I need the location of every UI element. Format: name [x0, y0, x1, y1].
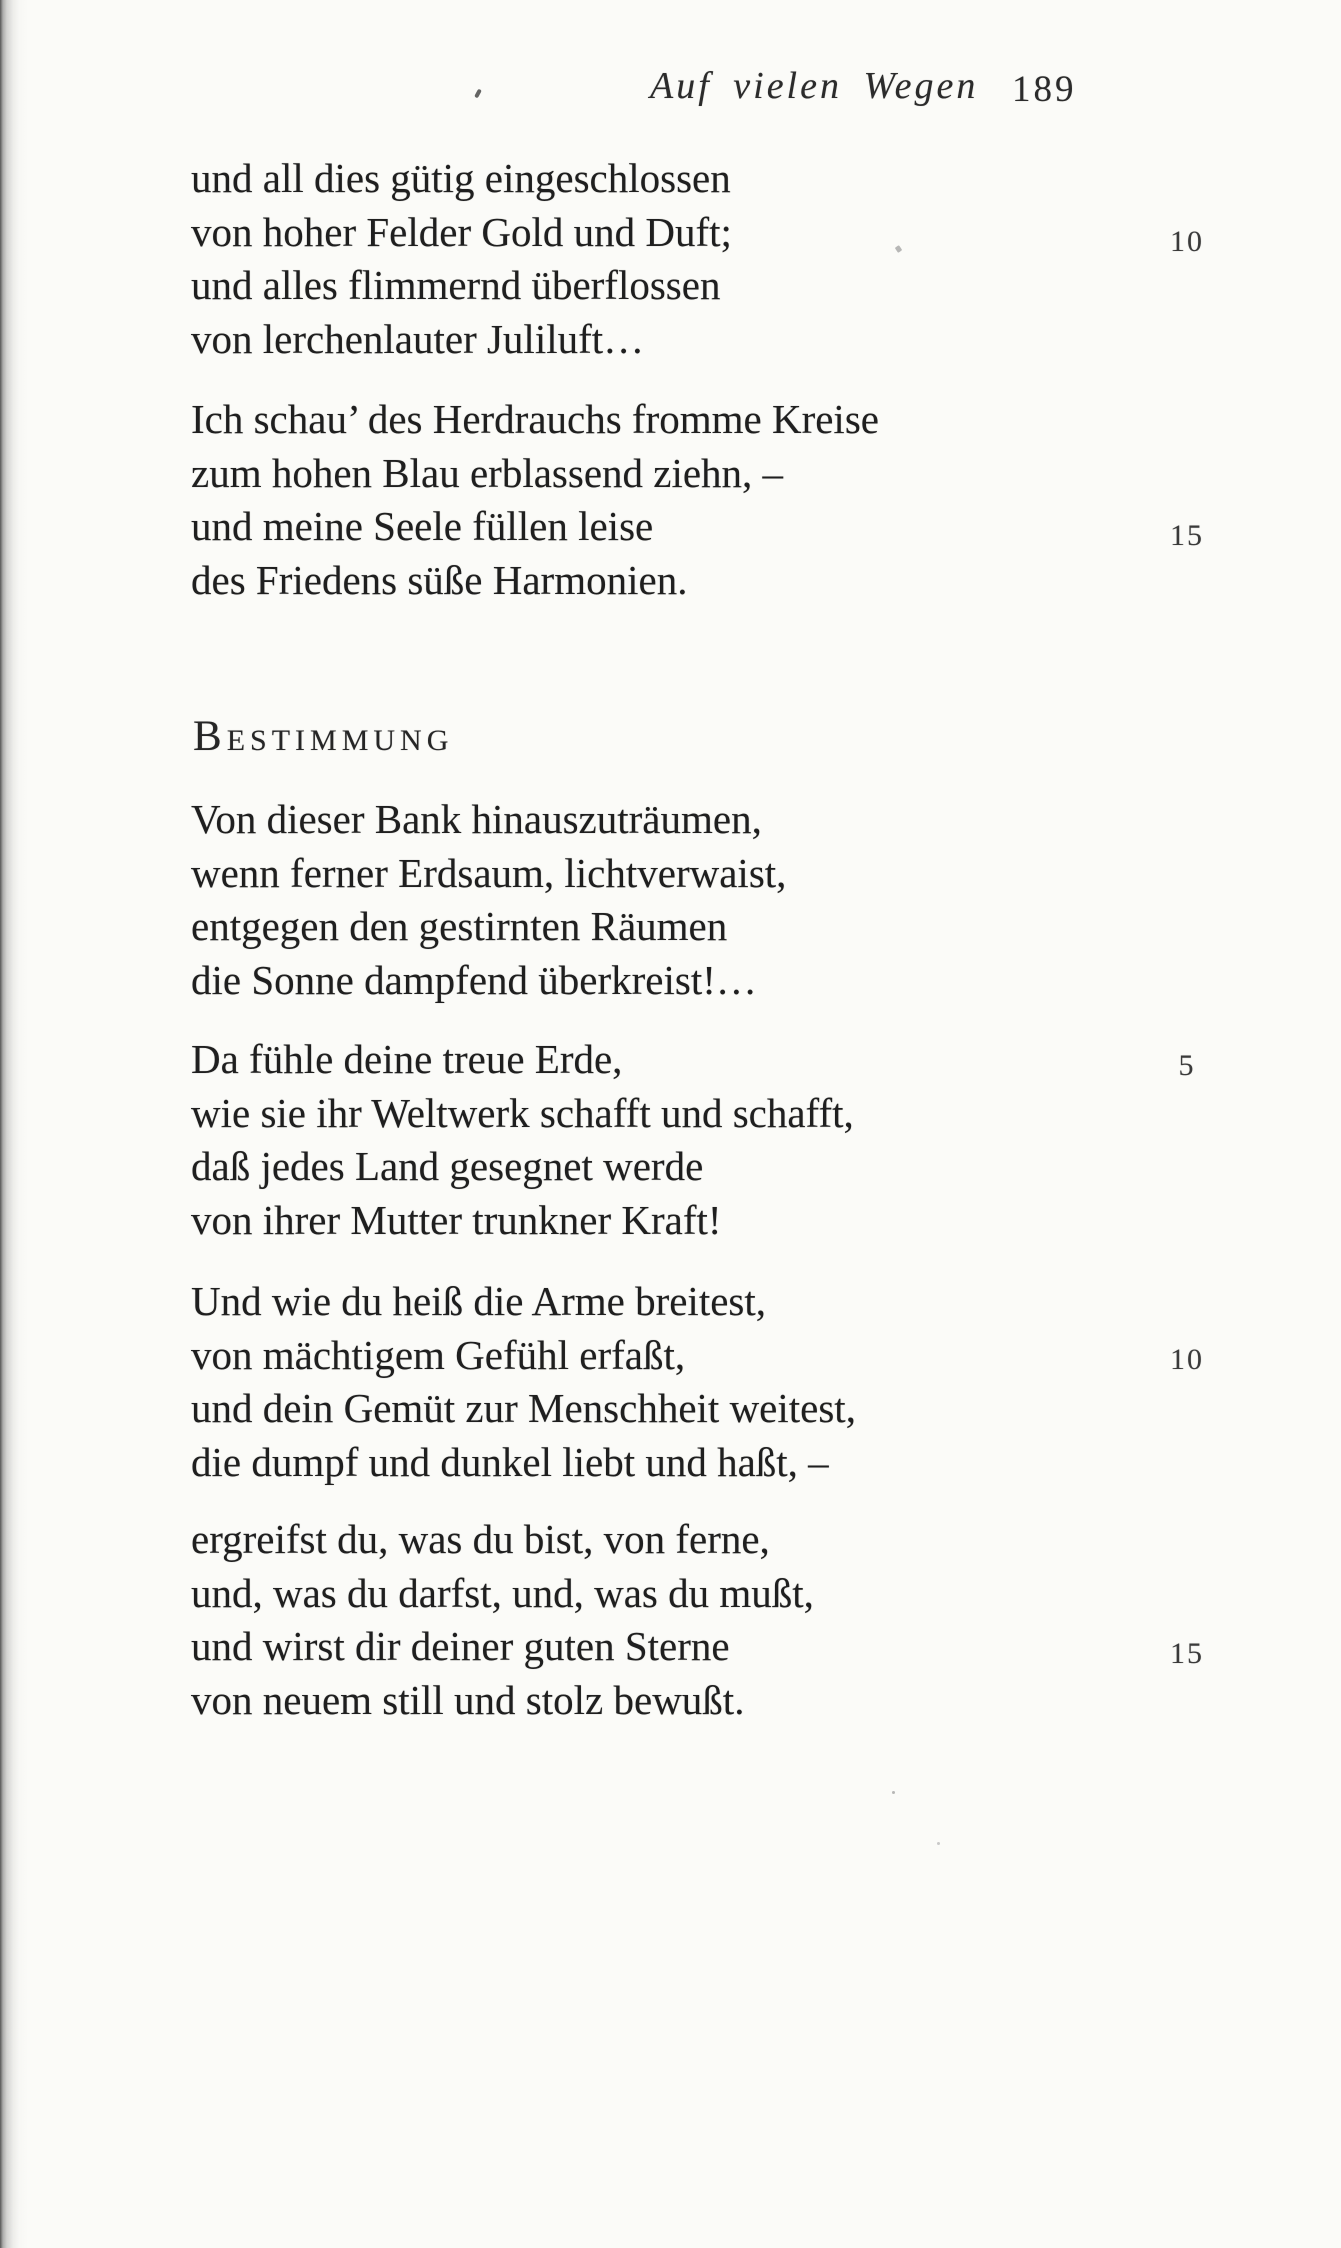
continuation-stanza-1 — [191, 152, 732, 366]
page-number: 189 — [1012, 69, 1077, 110]
continuation-stanza-2 — [191, 393, 879, 607]
ink-speck — [895, 245, 903, 253]
book-gutter-shadow — [0, 0, 28, 2248]
poem-line: zum hohen Blau erblassend ziehn, – — [191, 449, 784, 496]
running-head: Auf vielen Wegen — [650, 65, 979, 107]
poem-line: wie sie ihr Weltwerk schafft und schafft, — [191, 1089, 854, 1136]
poem-line: von neuem still und stolz bewußt. — [191, 1676, 745, 1723]
poem-line: von ihrer Mutter trunkner Kraft! — [191, 1196, 722, 1243]
poem-line: des Friedens süße Harmonien. — [191, 556, 688, 603]
poem-line: und meine Seele füllen leise — [191, 503, 654, 549]
bestimmung-stanza-2 — [191, 1033, 854, 1247]
poem-line: und alles flimmernd überflossen — [191, 262, 721, 308]
bestimmung-stanza-1 — [191, 793, 786, 1007]
line-number-10: 10 — [1170, 225, 1204, 258]
ink-speck — [474, 89, 482, 99]
line-number-15: 15 — [1170, 519, 1204, 552]
poem-line: daß jedes Land gesegnet werde — [191, 1143, 704, 1189]
line-number-15: 15 — [1170, 1637, 1204, 1670]
poem-line: und, was du darfst, und, was du mußt, — [191, 1569, 814, 1616]
poem-line: wenn ferner Erdsaum, lichtverwaist, — [191, 849, 787, 896]
poem-line: und wirst dir deiner guten Sterne — [191, 1623, 730, 1669]
poem-title: BESTIMMUNG — [193, 713, 454, 760]
poem-line: von mächtigem Gefühl erfaßt, — [191, 1331, 686, 1378]
poem-line: entgegen den gestirnten Räumen — [191, 903, 728, 949]
poem-line: Da fühle deine treue Erde, — [191, 1036, 623, 1082]
bestimmung-stanza-3 — [191, 1275, 856, 1489]
poem-line: ergreifst du, was du bist, von ferne, — [191, 1516, 770, 1562]
bestimmung-stanza-4 — [191, 1513, 814, 1727]
poem-line: von lerchenlauter Juliluft… — [191, 315, 645, 362]
poem-line: Und wie du heiß die Arme breitest, — [191, 1278, 767, 1324]
poem-line: und all dies gütig eingeschlossen — [191, 155, 731, 201]
poem-line: die dumpf und dunkel liebt und haßt, – — [191, 1438, 829, 1485]
ink-speck — [892, 1791, 895, 1794]
poem-line: Ich schau’ des Herdrauchs fromme Kreise — [191, 396, 879, 442]
ink-speck — [937, 1842, 940, 1845]
line-number-5: 5 — [1178, 1049, 1196, 1082]
poem-line: Von dieser Bank hinauszuträumen, — [191, 796, 762, 842]
poem-line: die Sonne dampfend überkreist!… — [191, 956, 757, 1003]
line-number-10: 10 — [1170, 1343, 1204, 1376]
poem-line: und dein Gemüt zur Menschheit weitest, — [191, 1385, 856, 1431]
poem-line: von hoher Felder Gold und Duft; — [191, 208, 732, 255]
